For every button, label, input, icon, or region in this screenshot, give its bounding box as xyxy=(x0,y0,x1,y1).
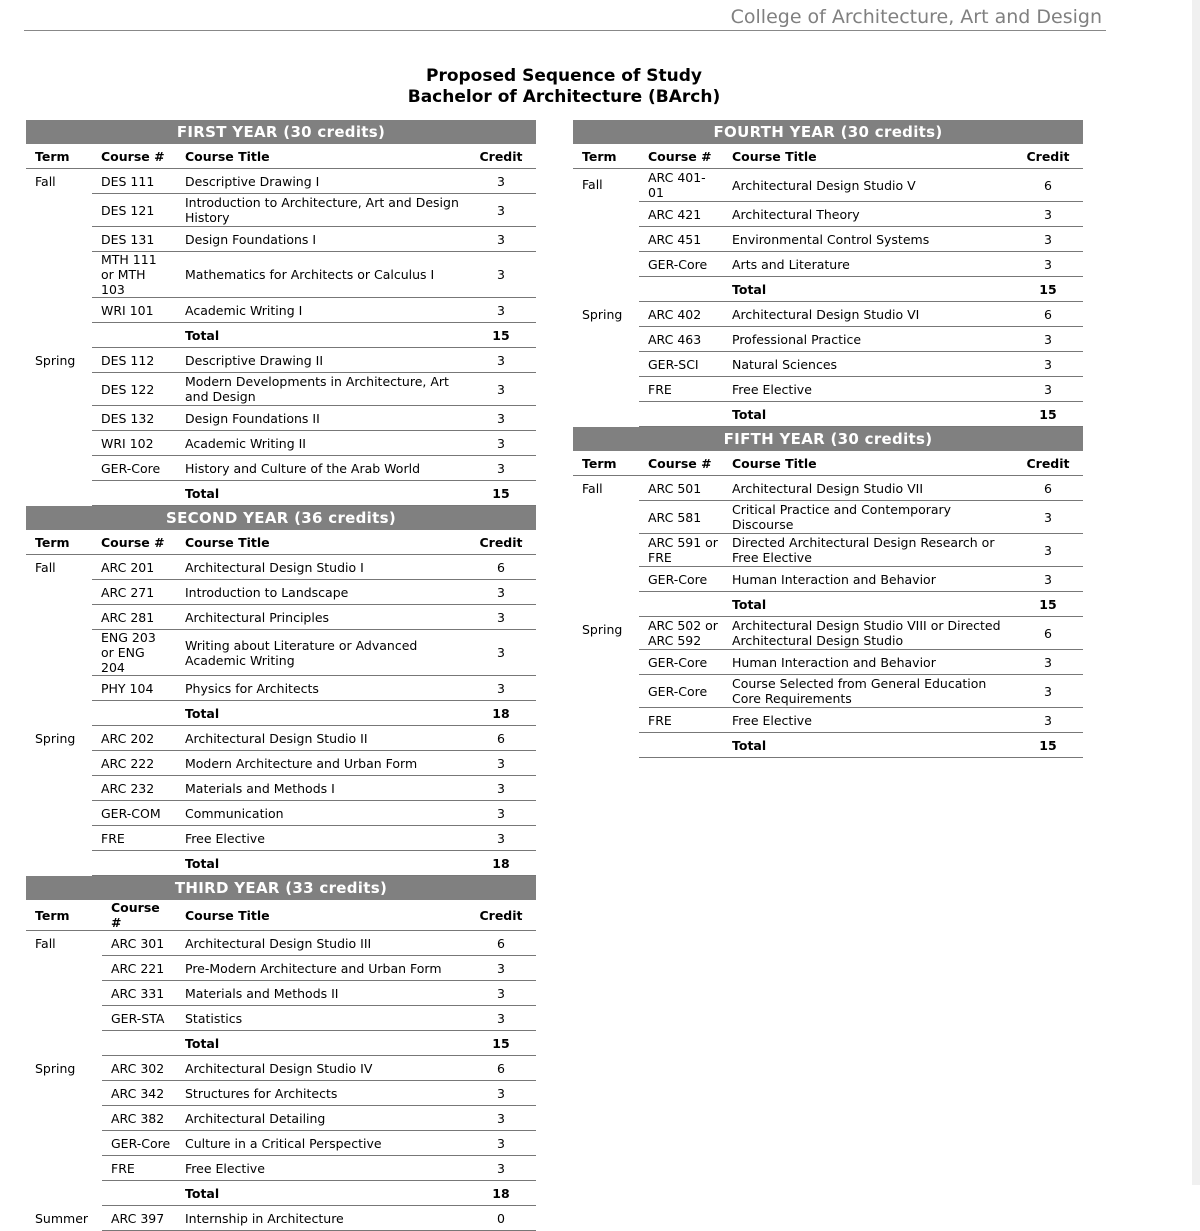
course-number: DES 121 xyxy=(92,194,176,227)
course-title: Descriptive Drawing I xyxy=(176,169,466,194)
year-section-first xyxy=(26,120,536,506)
course-credit: 3 xyxy=(466,1131,536,1156)
course-number: ARC 463 xyxy=(639,327,723,352)
course-title: Free Elective xyxy=(176,1156,466,1181)
page-header xyxy=(24,4,1106,31)
course-credit: 3 xyxy=(466,751,536,776)
year-heading: THIRD YEAR (33 credits) xyxy=(26,876,536,900)
course-title: Descriptive Drawing II xyxy=(176,348,466,373)
table-row xyxy=(26,826,536,851)
course-number: MTH 111 or MTH 103 xyxy=(92,252,176,298)
term-label: Spring xyxy=(35,730,76,746)
total-spacer xyxy=(92,851,176,876)
course-credit: 6 xyxy=(466,1056,536,1081)
total-credits: 18 xyxy=(466,851,536,876)
table-row xyxy=(26,931,536,956)
table-row xyxy=(26,801,536,826)
course-credit: 3 xyxy=(1013,327,1083,352)
year-heading: FIRST YEAR (30 credits) xyxy=(26,120,536,144)
col-header-credit: Credit xyxy=(466,900,536,931)
table-row xyxy=(26,348,536,373)
course-credit: 6 xyxy=(1013,302,1083,327)
course-credit: 3 xyxy=(466,981,536,1006)
course-number: GER-Core xyxy=(102,1131,176,1156)
course-title: Internship in Architecture xyxy=(176,1206,466,1231)
course-title: Architectural Principles xyxy=(176,605,466,630)
table-row xyxy=(26,298,536,323)
course-credit: 3 xyxy=(466,252,536,298)
table-row xyxy=(573,617,1083,650)
table-row xyxy=(26,169,536,194)
page-title: Proposed Sequence of Study xyxy=(425,66,703,86)
col-header-term: Term xyxy=(573,144,639,169)
total-label: Total xyxy=(176,323,466,348)
course-credit: 3 xyxy=(466,1106,536,1131)
course-title: Modern Architecture and Urban Form xyxy=(176,751,466,776)
table-row xyxy=(573,377,1083,402)
course-number: ARC 281 xyxy=(92,605,176,630)
course-title: Structures for Architects xyxy=(176,1081,466,1106)
course-table xyxy=(573,144,1083,427)
course-title: Arts and Literature xyxy=(723,252,1013,277)
course-number: DES 132 xyxy=(92,406,176,431)
table-row xyxy=(26,1106,536,1131)
table-row xyxy=(573,327,1083,352)
course-number: ARC 591 or FRE xyxy=(639,534,723,567)
course-credit: 3 xyxy=(466,373,536,406)
course-credit: 3 xyxy=(1013,501,1083,534)
course-number: ARC 501 xyxy=(639,476,723,501)
college-name: College of Architecture, Art and Design xyxy=(730,6,1102,28)
course-number: ARC 271 xyxy=(92,580,176,605)
total-row xyxy=(573,402,1083,427)
course-credit: 3 xyxy=(466,776,536,801)
course-title: Architectural Design Studio VII xyxy=(723,476,1013,501)
table-row xyxy=(26,252,536,298)
total-row xyxy=(26,481,536,506)
total-spacer xyxy=(92,701,176,726)
course-credit: 3 xyxy=(466,456,536,481)
total-credits: 15 xyxy=(1013,733,1083,758)
left-column xyxy=(26,120,536,1231)
course-credit: 3 xyxy=(466,1006,536,1031)
course-credit: 3 xyxy=(466,605,536,630)
course-credit: 3 xyxy=(1013,534,1083,567)
course-title: Design Foundations I xyxy=(176,227,466,252)
course-title: History and Culture of the Arab World xyxy=(176,456,466,481)
course-table xyxy=(26,900,536,1231)
course-number: GER-Core xyxy=(639,567,723,592)
course-number: ARC 402 xyxy=(639,302,723,327)
course-number: GER-Core xyxy=(639,675,723,708)
total-spacer xyxy=(102,1031,176,1056)
term-label: Spring xyxy=(35,352,76,368)
table-row xyxy=(573,708,1083,733)
total-label: Total xyxy=(176,481,466,506)
course-table xyxy=(26,530,536,876)
term-label: Fall xyxy=(582,481,603,496)
col-header-term: Term xyxy=(573,451,639,476)
table-row xyxy=(573,302,1083,327)
course-title: Professional Practice xyxy=(723,327,1013,352)
course-title: Materials and Methods II xyxy=(176,981,466,1006)
course-credit: 3 xyxy=(1013,708,1083,733)
course-number: FRE xyxy=(92,826,176,851)
term-label: Summer xyxy=(35,1210,89,1226)
table-row xyxy=(26,406,536,431)
col-header-credit: Credit xyxy=(1013,451,1083,476)
total-credits: 15 xyxy=(1013,592,1083,617)
table-row xyxy=(573,202,1083,227)
col-header-course: Course # xyxy=(639,144,723,169)
course-title: Architectural Design Studio IV xyxy=(176,1056,466,1081)
total-credits: 15 xyxy=(1013,402,1083,427)
course-credit: 6 xyxy=(466,555,536,580)
table-row xyxy=(26,194,536,227)
course-credit: 0 xyxy=(466,1206,536,1231)
course-title: Modern Developments in Architecture, Art and Design xyxy=(176,373,466,406)
course-number: ARC 451 xyxy=(639,227,723,252)
col-header-title: Course Title xyxy=(176,900,466,931)
col-header-title: Course Title xyxy=(723,451,1013,476)
table-row xyxy=(573,675,1083,708)
course-title: Design Foundations II xyxy=(176,406,466,431)
total-label: Total xyxy=(176,1031,466,1056)
course-number: DES 122 xyxy=(92,373,176,406)
course-credit: 3 xyxy=(466,1156,536,1181)
course-credit: 6 xyxy=(1013,169,1083,202)
right-column xyxy=(573,120,1083,758)
year-heading: FIFTH YEAR (30 credits) xyxy=(573,427,1083,451)
table-row xyxy=(26,1081,536,1106)
year-section-second xyxy=(26,506,536,876)
course-credit: 3 xyxy=(1013,650,1083,675)
col-header-course: Course # xyxy=(92,530,176,555)
course-title: Introduction to Architecture, Art and Design History xyxy=(176,194,466,227)
course-title: Introduction to Landscape xyxy=(176,580,466,605)
table-row xyxy=(573,476,1083,501)
table-row xyxy=(26,1006,536,1031)
total-label: Total xyxy=(723,592,1013,617)
course-number: GER-COM xyxy=(92,801,176,826)
course-number: ARC 397 xyxy=(102,1206,176,1231)
course-number: ENG 203 or ENG 204 xyxy=(92,630,176,676)
course-title: Communication xyxy=(176,801,466,826)
table-row xyxy=(26,726,536,751)
total-credits: 18 xyxy=(466,1181,536,1206)
total-label: Total xyxy=(176,701,466,726)
term-label: Fall xyxy=(35,174,56,189)
course-number: ARC 581 xyxy=(639,501,723,534)
course-title: Architectural Design Studio V xyxy=(723,169,1013,202)
term-label: Fall xyxy=(582,177,603,192)
course-title: Critical Practice and Contemporary Discourse xyxy=(723,501,1013,534)
course-credit: 3 xyxy=(1013,252,1083,277)
course-number: ARC 401-01 xyxy=(639,169,723,202)
total-spacer xyxy=(102,1181,176,1206)
course-credit: 3 xyxy=(466,1081,536,1106)
course-title: Free Elective xyxy=(723,377,1013,402)
col-header-term: Term xyxy=(26,900,102,931)
course-credit: 3 xyxy=(466,169,536,194)
table-row xyxy=(26,456,536,481)
term-label: Fall xyxy=(35,560,56,575)
course-title: Architectural Design Studio I xyxy=(176,555,466,580)
col-header-credit: Credit xyxy=(466,530,536,555)
course-title: Free Elective xyxy=(723,708,1013,733)
course-credit: 3 xyxy=(466,826,536,851)
year-heading: SECOND YEAR (36 credits) xyxy=(26,506,536,530)
course-number: ARC 421 xyxy=(639,202,723,227)
course-title: Human Interaction and Behavior xyxy=(723,650,1013,675)
table-row xyxy=(26,630,536,676)
course-number: DES 112 xyxy=(92,348,176,373)
course-number: GER-Core xyxy=(92,456,176,481)
total-credits: 15 xyxy=(466,1031,536,1056)
course-credit: 6 xyxy=(1013,476,1083,501)
col-header-term: Term xyxy=(26,144,92,169)
table-row xyxy=(573,501,1083,534)
total-row xyxy=(26,323,536,348)
col-header-title: Course Title xyxy=(176,144,466,169)
course-title: Materials and Methods I xyxy=(176,776,466,801)
total-row xyxy=(26,851,536,876)
course-title: Architectural Design Studio VI xyxy=(723,302,1013,327)
col-header-credit: Credit xyxy=(1013,144,1083,169)
table-row xyxy=(573,567,1083,592)
total-credits: 15 xyxy=(466,323,536,348)
table-row xyxy=(26,1131,536,1156)
course-number: GER-Core xyxy=(639,650,723,675)
total-spacer xyxy=(92,481,176,506)
table-row xyxy=(573,227,1083,252)
course-credit: 6 xyxy=(1013,617,1083,650)
course-title: Academic Writing II xyxy=(176,431,466,456)
course-credit: 3 xyxy=(466,406,536,431)
course-credit: 3 xyxy=(466,956,536,981)
term-label: Spring xyxy=(582,306,623,322)
course-credit: 3 xyxy=(466,630,536,676)
total-label: Total xyxy=(723,733,1013,758)
course-credit: 3 xyxy=(1013,227,1083,252)
table-row xyxy=(573,252,1083,277)
course-title: Writing about Literature or Advanced Academic Writing xyxy=(176,630,466,676)
table-row xyxy=(26,956,536,981)
course-title: Natural Sciences xyxy=(723,352,1013,377)
table-row xyxy=(26,1206,536,1231)
course-credit: 3 xyxy=(1013,675,1083,708)
total-label: Total xyxy=(176,851,466,876)
total-row xyxy=(573,733,1083,758)
course-credit: 3 xyxy=(466,194,536,227)
table-row xyxy=(26,373,536,406)
course-credit: 6 xyxy=(466,931,536,956)
course-title: Course Selected from General Education Core Requirements xyxy=(723,675,1013,708)
col-header-course: Course # xyxy=(92,144,176,169)
scrollbar[interactable] xyxy=(1192,0,1200,1185)
course-title: Human Interaction and Behavior xyxy=(723,567,1013,592)
course-title: Academic Writing I xyxy=(176,298,466,323)
course-number: ARC 222 xyxy=(92,751,176,776)
course-credit: 3 xyxy=(466,298,536,323)
total-label: Total xyxy=(176,1181,466,1206)
course-credit: 3 xyxy=(466,431,536,456)
course-number: ARC 342 xyxy=(102,1081,176,1106)
total-row xyxy=(26,701,536,726)
course-title: Architectural Theory xyxy=(723,202,1013,227)
page-subtitle: Bachelor of Architecture (BArch) xyxy=(407,87,721,107)
course-number: ARC 232 xyxy=(92,776,176,801)
course-number: ARC 382 xyxy=(102,1106,176,1131)
total-row xyxy=(573,592,1083,617)
course-title: Free Elective xyxy=(176,826,466,851)
table-row xyxy=(26,1056,536,1081)
course-number: ARC 201 xyxy=(92,555,176,580)
table-row xyxy=(26,776,536,801)
course-credit: 3 xyxy=(466,227,536,252)
course-number: GER-Core xyxy=(639,252,723,277)
year-section-fifth xyxy=(573,427,1083,758)
course-credit: 6 xyxy=(466,726,536,751)
table-row xyxy=(26,580,536,605)
course-number: WRI 101 xyxy=(92,298,176,323)
course-number: ARC 202 xyxy=(92,726,176,751)
course-number: WRI 102 xyxy=(92,431,176,456)
course-number: ARC 331 xyxy=(102,981,176,1006)
year-section-fourth xyxy=(573,120,1083,427)
course-title: Physics for Architects xyxy=(176,676,466,701)
course-number: FRE xyxy=(639,708,723,733)
course-credit: 3 xyxy=(466,348,536,373)
course-title: Statistics xyxy=(176,1006,466,1031)
course-credit: 3 xyxy=(466,676,536,701)
table-row xyxy=(573,352,1083,377)
course-number: ARC 301 xyxy=(102,931,176,956)
table-row xyxy=(26,751,536,776)
course-number: FRE xyxy=(639,377,723,402)
col-header-title: Course Title xyxy=(723,144,1013,169)
table-row xyxy=(26,1156,536,1181)
col-header-title: Course Title xyxy=(176,530,466,555)
total-credits: 18 xyxy=(466,701,536,726)
course-number: GER-SCI xyxy=(639,352,723,377)
course-title: Architectural Detailing xyxy=(176,1106,466,1131)
course-title: Directed Architectural Design Research or Free Elective xyxy=(723,534,1013,567)
total-label: Total xyxy=(723,402,1013,427)
course-credit: 3 xyxy=(1013,352,1083,377)
table-row xyxy=(26,431,536,456)
course-number: FRE xyxy=(102,1156,176,1181)
course-title: Architectural Design Studio VIII or Directed Architectural Design Studio xyxy=(723,617,1013,650)
total-spacer xyxy=(639,592,723,617)
course-number: DES 111 xyxy=(92,169,176,194)
year-section-third xyxy=(26,876,536,1231)
total-spacer xyxy=(639,402,723,427)
course-table xyxy=(26,144,536,506)
table-row xyxy=(573,169,1083,202)
total-spacer xyxy=(639,277,723,302)
term-label: Spring xyxy=(582,621,623,637)
table-row xyxy=(26,227,536,252)
course-credit: 3 xyxy=(466,580,536,605)
course-title: Mathematics for Architects or Calculus I xyxy=(176,252,466,298)
course-credit: 3 xyxy=(466,801,536,826)
col-header-course: Course # xyxy=(102,900,176,931)
course-title: Culture in a Critical Perspective xyxy=(176,1131,466,1156)
table-row xyxy=(26,676,536,701)
course-title: Environmental Control Systems xyxy=(723,227,1013,252)
col-header-credit: Credit xyxy=(466,144,536,169)
col-header-course: Course # xyxy=(639,451,723,476)
year-heading: FOURTH YEAR (30 credits) xyxy=(573,120,1083,144)
total-row xyxy=(26,1181,536,1206)
course-number: GER-STA xyxy=(102,1006,176,1031)
course-number: ARC 502 or ARC 592 xyxy=(639,617,723,650)
total-spacer xyxy=(92,323,176,348)
term-label: Spring xyxy=(35,1060,76,1076)
course-table xyxy=(573,451,1083,758)
total-credits: 15 xyxy=(1013,277,1083,302)
course-number: ARC 221 xyxy=(102,956,176,981)
table-row xyxy=(26,981,536,1006)
course-number: PHY 104 xyxy=(92,676,176,701)
term-label: Fall xyxy=(35,936,56,951)
table-row xyxy=(573,650,1083,675)
total-row xyxy=(573,277,1083,302)
total-row xyxy=(26,1031,536,1056)
course-credit: 3 xyxy=(1013,377,1083,402)
table-row xyxy=(573,534,1083,567)
table-row xyxy=(26,555,536,580)
total-label: Total xyxy=(723,277,1013,302)
course-number: DES 131 xyxy=(92,227,176,252)
course-credit: 3 xyxy=(1013,202,1083,227)
total-credits: 15 xyxy=(466,481,536,506)
course-title: Pre-Modern Architecture and Urban Form xyxy=(176,956,466,981)
course-title: Architectural Design Studio II xyxy=(176,726,466,751)
course-number: ARC 302 xyxy=(102,1056,176,1081)
table-row xyxy=(26,605,536,630)
col-header-term: Term xyxy=(26,530,92,555)
course-credit: 3 xyxy=(1013,567,1083,592)
total-spacer xyxy=(639,733,723,758)
course-title: Architectural Design Studio III xyxy=(176,931,466,956)
